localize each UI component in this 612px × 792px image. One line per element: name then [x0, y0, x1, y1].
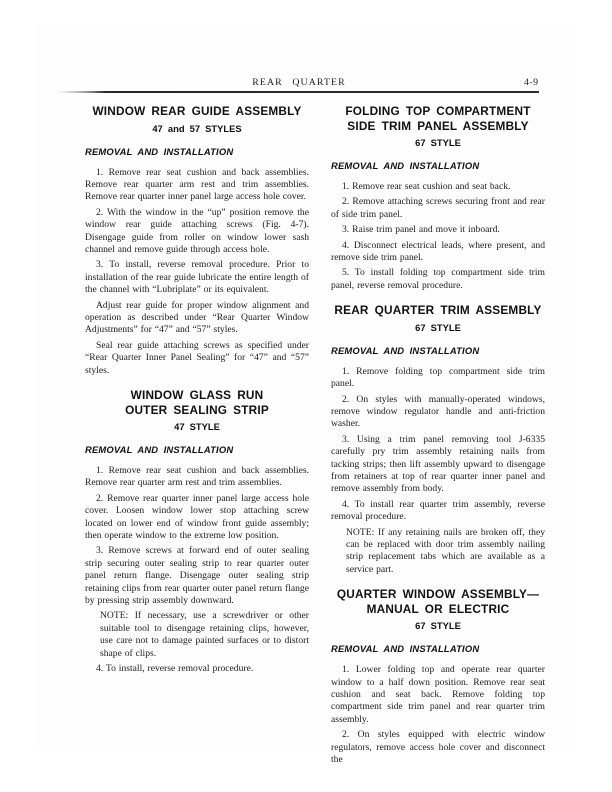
paragraph: Adjust rear guide for proper window alignment and operation as described under “Rear Quarter Window Adjustments” for “47” and “57” styles.: [85, 299, 309, 336]
style-subheading: 67 STYLE: [415, 137, 461, 148]
paragraph: 4. To install, reverse removal procedure.: [96, 663, 254, 675]
paragraph: 1. Remove rear seat cushion and back assemblies. Remove rear quarter arm rest and trim assemblies.: [85, 465, 309, 489]
style-subheading: 67 STYLE: [415, 321, 461, 333]
paragraph: Seal rear guide attaching screws as specified under “Rear Quarter Inner Panel Sealing” for “47” and “57” styles.: [85, 339, 309, 376]
paragraph: 2. Remove rear quarter inner panel large access hole cover. Loosen window lower stop attaching screw located on lower end of window front guide assembly; then operate window to the extreme low position.: [85, 492, 309, 542]
procedure-label: REMOVAL AND INSTALLATION: [85, 145, 234, 157]
section-window-rear-guide-assembly: [85, 104, 309, 377]
section-heading-line: WINDOW REAR GUIDE ASSEMBLY: [92, 104, 302, 118]
section-heading-line: WINDOW GLASS RUN: [130, 388, 264, 402]
style-subheading: 47 STYLE: [174, 421, 220, 432]
section-window-glass-run-outer-sealing-strip: [85, 388, 309, 676]
page-number: 4-9: [524, 77, 539, 88]
procedure-label: REMOVAL AND INSTALLATION: [85, 444, 234, 455]
note-paragraph: NOTE: If necessary, use a screwdriver or other suitable tool to disengage retaining clips, however, use care not to damage painted surfaces or to distort shape of clips.: [100, 610, 309, 659]
section-heading: [85, 388, 309, 417]
section-folding-top-compartment-side-trim-panel: [331, 104, 545, 292]
section-heading-line: QUARTER WINDOW ASSEMBLY—: [336, 587, 540, 602]
section-heading: [331, 104, 545, 133]
paragraph: 1. Remove rear seat cushion and seat back.: [342, 181, 511, 192]
paragraph: 3. Remove screws at forward end of outer sealing strip securing outer sealing strip to rear quarter outer panel return flange. Disengage outer sealing strip retaining clips from rear quarter outer panel return flange by pressing strip assembly downward.: [85, 545, 309, 607]
paragraph: 2. On styles equipped with electric window regulators, remove access hole cover and disconnect the: [331, 729, 545, 766]
paragraph: 4. Disconnect electrical leads, where present, and remove side trim panel.: [331, 239, 545, 264]
left-column: [85, 104, 309, 767]
two-column-layout: [85, 104, 545, 767]
paragraph: 2. On styles with manually-operated windows, remove window regulator handle and anti-friction washer.: [331, 393, 545, 430]
paragraph: 1. Remove rear seat cushion and back assemblies. Remove rear quarter arm rest and trim assemblies. Remove rear quarter inner panel large access hole cover.: [85, 166, 309, 203]
procedure-label: REMOVAL AND INSTALLATION: [331, 160, 480, 171]
procedure-label: REMOVAL AND INSTALLATION: [331, 643, 480, 655]
section-heading-line: FOLDING TOP COMPARTMENT: [345, 104, 531, 118]
note-paragraph: NOTE: If any retaining nails are broken off, they can be replaced with door trim assembly nailing strip replacement tabs which are available as a service part.: [346, 526, 545, 575]
section-heading: [85, 104, 309, 119]
paragraph: 2. Remove attaching screws securing front and rear of side trim panel.: [331, 196, 545, 220]
paragraph: 1. Remove folding top compartment side trim panel.: [331, 365, 545, 390]
paragraph: 3. Using a trim panel removing tool J-6335 carefully pry trim assembly retaining nails from tacking strips; then lift assembly upward to disengage from retainers at top of rear quarter inner panel and remove assembly from body.: [331, 433, 545, 495]
style-subheading: 67 STYLE: [415, 620, 461, 632]
header-rule: [58, 91, 539, 93]
right-column: [331, 104, 545, 767]
paragraph: 3. Raise trim panel and move it inboard.: [342, 224, 500, 236]
section-heading-line: REAR QUARTER TRIM ASSEMBLY: [334, 303, 542, 318]
paragraph: 3. To install, reverse removal procedure. Prior to installation of the rear guide lubricate the entire length of the channel with “Lubriplate” or its equivalent.: [85, 259, 309, 296]
section-heading-line: SIDE TRIM PANEL ASSEMBLY: [347, 118, 529, 133]
paragraph: 4. To install rear quarter trim assembly, reverse removal procedure.: [331, 498, 545, 523]
section-rear-quarter-trim-assembly: [331, 303, 545, 576]
section-quarter-window-assembly: [331, 587, 545, 766]
paragraph: 1. Lower folding top and operate rear quarter window to a half down position. Remove rear seat cushion and seat back. Remove folding top compartment side trim panel and rear quarter trim assembly.: [331, 664, 545, 725]
section-heading-line: OUTER SEALING STRIP: [125, 402, 269, 417]
paragraph: 5. To install folding top compartment side trim panel, reverse removal procedure.: [331, 267, 545, 291]
section-heading: [331, 303, 545, 318]
paragraph: 2. With the window in the “up” position remove the window rear guide attaching screws (Fig. 4-7). Disengage guide from roller on window lower sash channel and remove guide through access hole.: [85, 206, 309, 255]
running-header-title: REAR QUARTER: [252, 77, 346, 88]
style-subheading: 47 and 57 STYLES: [152, 122, 242, 134]
section-heading-line: MANUAL OR ELECTRIC: [366, 601, 510, 616]
procedure-label: REMOVAL AND INSTALLATION: [331, 344, 480, 356]
section-heading: [331, 587, 545, 616]
